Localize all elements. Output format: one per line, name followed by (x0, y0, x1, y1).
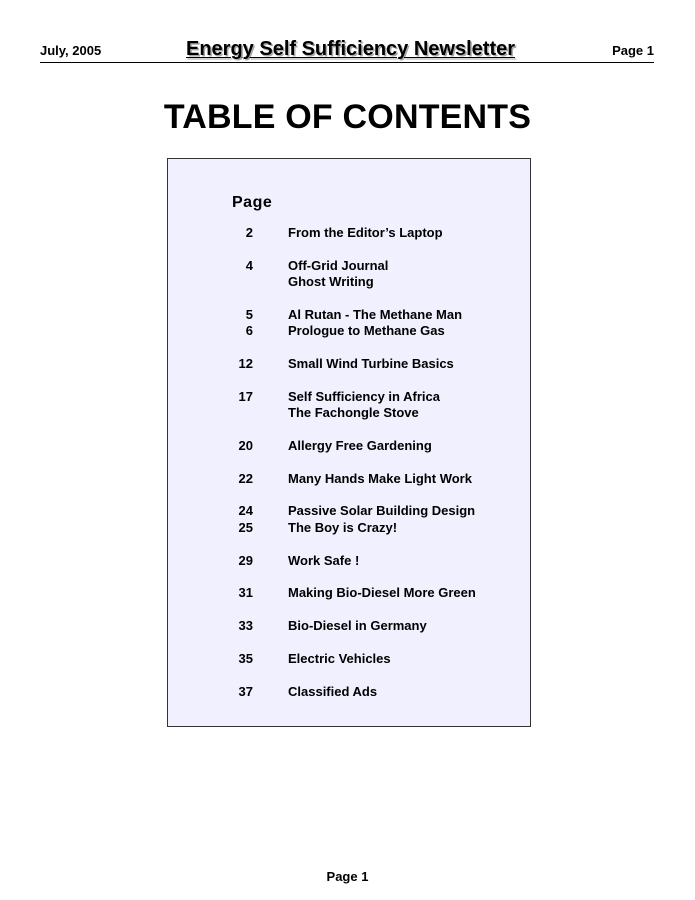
toc-entry-title: Making Bio-Diesel More Green (288, 585, 476, 601)
toc-entry-page: 35 (238, 650, 253, 666)
page-column-label: Page (232, 194, 273, 211)
toc-entry-page: 33 (238, 618, 253, 634)
toc-entry[interactable] (168, 307, 530, 323)
toc-entry[interactable] (168, 405, 530, 421)
toc-entry-title: Many Hands Make Light Work (288, 470, 472, 486)
footer-page-number: Page 1 (326, 869, 369, 884)
toc-entry[interactable] (168, 274, 530, 290)
toc-entry[interactable] (168, 618, 530, 634)
toc-entry-page: 20 (238, 437, 253, 453)
toc-entry[interactable] (168, 356, 530, 372)
toc-entry-page: 17 (238, 388, 253, 404)
toc-entry[interactable] (168, 323, 530, 339)
toc-entry-page: 31 (238, 585, 253, 601)
toc-entry[interactable] (168, 684, 530, 700)
toc-entry[interactable] (168, 585, 530, 601)
toc-heading: TABLE OF CONTENTS (163, 98, 532, 136)
toc-entry-title: The Boy is Crazy! (288, 519, 398, 535)
toc-entry-title: Prologue to Methane Gas (288, 323, 445, 339)
toc-entry-title: Self Sufficiency in Africa (288, 388, 440, 404)
toc-entry[interactable] (168, 258, 530, 274)
toc-entry-title: The Fachongle Stove (288, 405, 419, 421)
toc-entry-page: 24 (238, 503, 253, 519)
page-header (40, 40, 654, 63)
toc-entry-page: 22 (238, 470, 253, 486)
toc-entry-page: 6 (245, 323, 253, 339)
toc-entry-title: Classified Ads (288, 683, 378, 699)
newsletter-title: Energy Self Sufficiency Newsletter (186, 38, 516, 60)
toc-entry-title: From the Editor’s Laptop (288, 225, 443, 240)
toc-entry-page: 2 (245, 225, 253, 240)
toc-entry-title: Electric Vehicles (288, 650, 391, 666)
toc-entry-title: Al Rutan - The Methane Man (288, 306, 463, 322)
toc-entry[interactable] (168, 389, 530, 405)
toc-entry-title: Allergy Free Gardening (288, 437, 432, 453)
toc-entry[interactable] (168, 520, 530, 536)
toc-list (168, 225, 530, 700)
toc-entry-page: 12 (238, 355, 253, 371)
toc-entry[interactable] (168, 651, 530, 667)
toc-entry[interactable] (168, 438, 530, 454)
toc-entry[interactable] (168, 503, 530, 519)
toc-box (167, 158, 531, 727)
toc-entry[interactable] (168, 225, 530, 241)
toc-entry-title: Ghost Writing (288, 274, 374, 290)
toc-entry-title: Work Safe ! (288, 552, 360, 568)
header-page-number: Page 1 (612, 43, 654, 58)
toc-entry-page: 29 (238, 552, 253, 568)
toc-entry[interactable] (168, 553, 530, 569)
toc-entry-title: Off-Grid Journal (288, 257, 389, 273)
toc-entry-page: 25 (238, 519, 253, 535)
header-date: July, 2005 (40, 43, 102, 58)
toc-entry-page: 37 (238, 683, 253, 699)
toc-entry-page: 5 (245, 306, 253, 322)
toc-entry-title: Bio-Diesel in Germany (288, 618, 427, 634)
toc-entry-title: Passive Solar Building Design (288, 503, 476, 519)
toc-entry[interactable] (168, 471, 530, 487)
toc-entry-page: 4 (245, 257, 253, 273)
toc-entry-title: Small Wind Turbine Basics (288, 355, 454, 371)
